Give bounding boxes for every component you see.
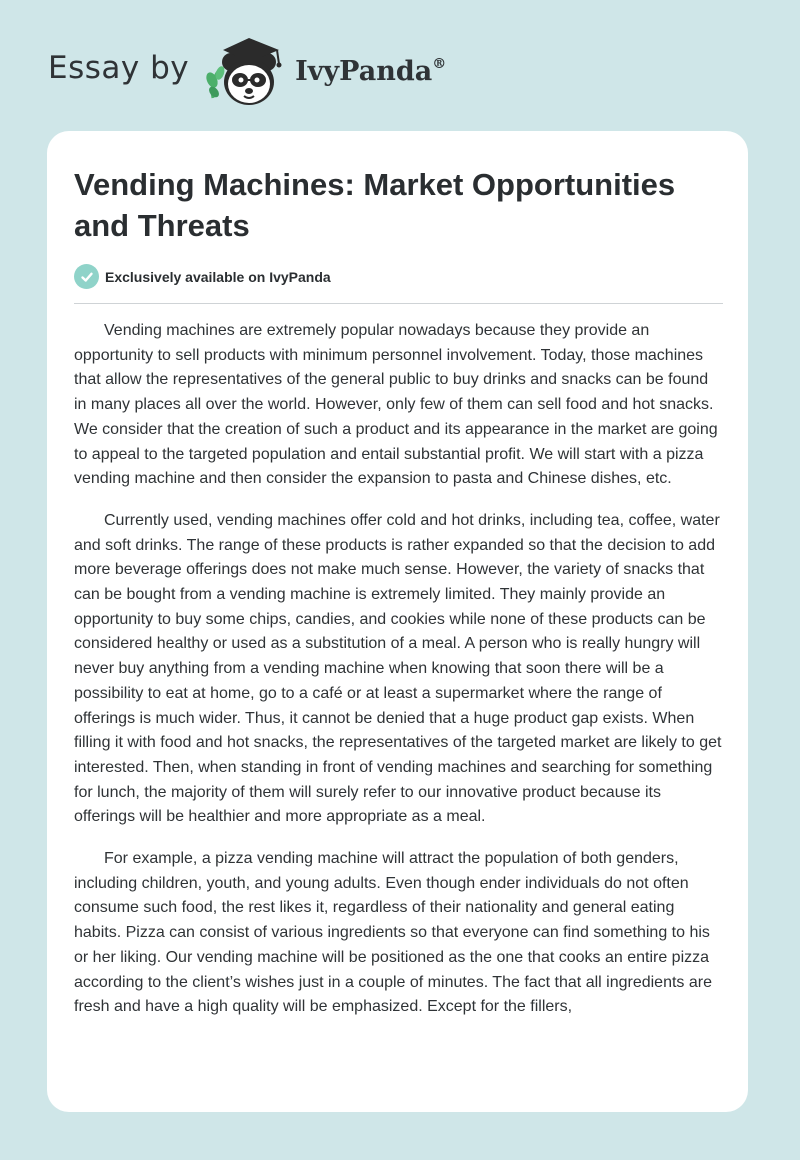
paragraph-2: Currently used, vending machines offer cold and hot drinks, including tea, coffee, water and soft drinks. The range of these products is rather expanded so that the decision to add more beverage offerings does not make much sense. However, the variety of snacks that can be bought from a vending machine is extremely limited. They mainly provide an opportunity to buy some chips, candies, and cookies while none of these products can be considered healthy or used as a substitution of a meal. A person who is really hungry will never buy anything from a vending machine when knowing that soon there will be a possibility to eat at home, go to a café or at least a supermarket where the range of offerings is much wider. Thus, it cannot be denied that a huge product gap exists. When filling it with food and hot snacks, the representatives of the targeted market are likely to get interested. Then, when standing in front of vending machines and searching for something for lunch, the majority of them will surely refer to our innovative product because its offerings will be healthier and more appropriate as a meal. <box>74 511 722 826</box>
check-mark-svg <box>80 270 94 284</box>
site-header <box>48 30 446 110</box>
essay-body <box>74 319 724 1037</box>
brand-name-text: IvyPanda <box>295 55 433 87</box>
panda-logo-svg <box>203 30 293 110</box>
essay-card <box>47 131 748 1112</box>
title-divider <box>74 303 723 304</box>
panda-logo-icon[interactable] <box>203 30 293 110</box>
essay-title: Vending Machines: Market Opportunities and Threats <box>74 167 676 243</box>
paragraph-3: For example, a pizza vending machine will attract the population of both genders, including children, youth, and young adults. Even though ender individuals do not often consume such food, the rest likes it, regardless of their nationality and general eating habits. Pizza can consist of various ingredients so that everyone can find something to his or her liking. Our vending machine will be positioned as the one that cooks an entire pizza according to the client’s wishes just in a couple of minutes. The fact that all ingredients are fresh and have a high quality will be emphasized. Except for the fillers, <box>74 850 712 1016</box>
registered-mark: ® <box>432 55 447 72</box>
check-icon <box>74 264 99 289</box>
brand-name[interactable] <box>295 56 446 87</box>
essay-by-label: Essay by <box>48 50 190 86</box>
exclusive-badge <box>74 264 331 289</box>
paragraph-1: Vending machines are extremely popular nowadays because they provide an opportunity to sell products with minimum personnel involvement. Today, those machines that allow the representatives of the general public to buy drinks and snacks can be found in many places all over the world. However, only few of them can sell food and hot snacks. We consider that the creation of such a product and its appearance in the market are going to appeal to the targeted population and entail substantial profit. We will start with a pizza vending machine and then consider the expansion to pasta and Chinese dishes, etc. <box>74 322 718 488</box>
exclusive-label: Exclusively available on IvyPanda <box>105 268 331 285</box>
